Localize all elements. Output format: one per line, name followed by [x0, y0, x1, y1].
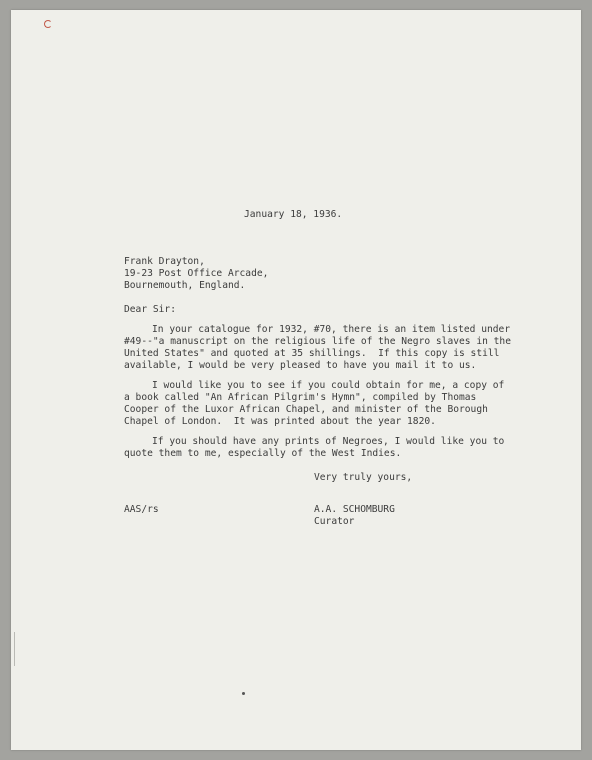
paragraph-3-line: If you should have any prints of Negroes, I would like you to: [152, 436, 505, 447]
recipient-street: 19-23 Post Office Arcade,: [124, 268, 269, 279]
letter-date: January 18, 1936.: [244, 209, 343, 220]
paragraph-3-line: quote them to me, especially of the West Indies.: [124, 448, 402, 459]
salutation: Dear Sir:: [124, 304, 176, 315]
paragraph-2-line: a book called "An African Pilgrim's Hymn", compiled by Thomas: [124, 392, 477, 403]
signer-title: Curator: [314, 516, 355, 527]
paragraph-2-line: Chapel of London. It was printed about the year 1820.: [124, 416, 436, 427]
paragraph-1-line: available, I would be very pleased to have you mail it to us.: [124, 360, 477, 371]
closing: Very truly yours,: [314, 472, 413, 483]
recipient-city: Bournemouth, England.: [124, 280, 246, 291]
recipient-name: Frank Drayton,: [124, 256, 205, 267]
paragraph-2-line: I would like you to see if you could obtain for me, a copy of: [152, 380, 505, 391]
paragraph-1-line: #49--"a manuscript on the religious life of the Negro slaves in the: [124, 336, 511, 347]
paragraph-1-line: In your catalogue for 1932, #70, there is an item listed under: [152, 324, 511, 335]
reference-initials: AAS/rs: [124, 504, 159, 515]
signer-name: A.A. SCHOMBURG: [314, 504, 395, 515]
paragraph-1-line: United States" and quoted at 35 shillings. If this copy is still: [124, 348, 500, 359]
paragraph-2-line: Cooper of the Luxor African Chapel, and minister of the Borough: [124, 404, 488, 415]
